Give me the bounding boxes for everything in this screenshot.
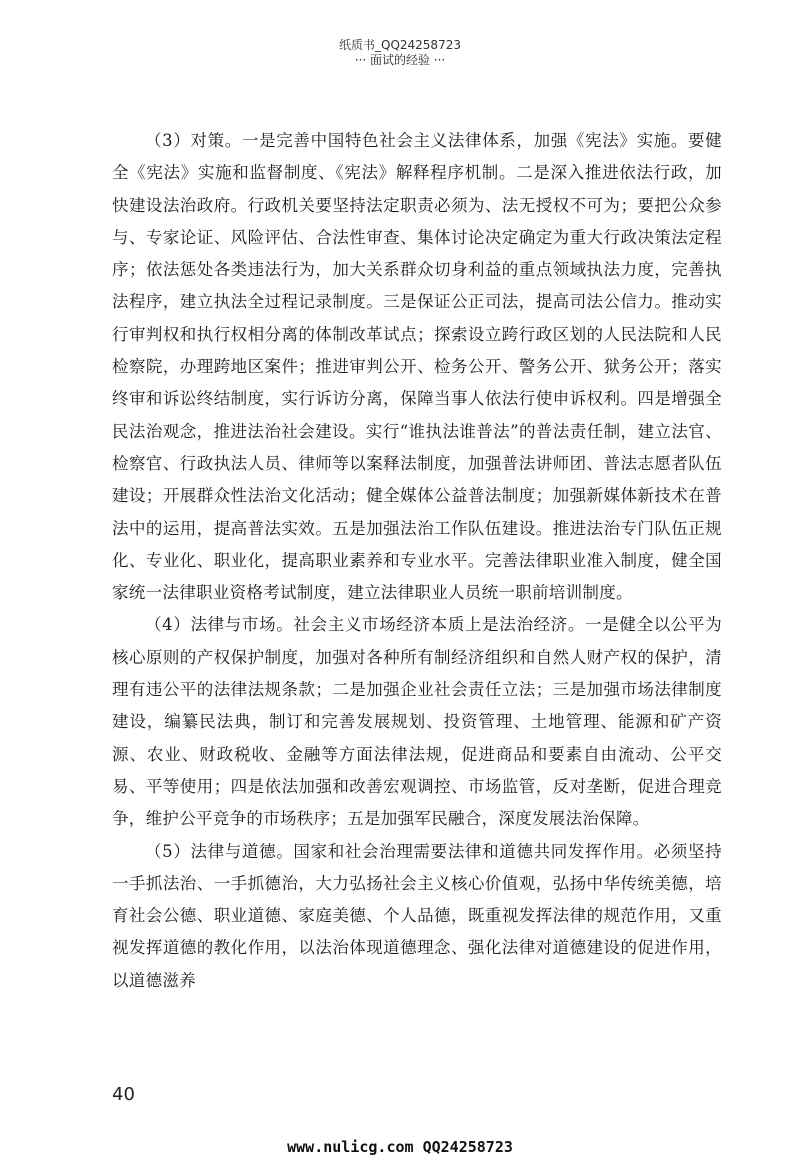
chapter-title: ··· 面试的经验 ···	[354, 53, 446, 67]
page-number: 40	[112, 1084, 135, 1105]
paragraph-law-and-morality: （5）法律与道德。国家和社会治理需要法律和道德共同发挥作用。必须坚持一手抓法治、一手抓德治，大力弘扬社会主义核心价值观，弘扬中华传统美德，培育社会公德、职业道德、家庭美德、个人品德，既重视发挥法律的规范作用，又重视发挥道德的教化作用，以法治体现道德理念、强化法律对道德建设的促进作用，以道德滋养	[112, 841, 722, 990]
paragraph-law-and-market: （4）法律与市场。社会主义市场经济本质上是法治经济。一是健全以公平为核心原则的产权保护制度，加强对各种所有制经济组织和自然人财产权的保护，清理有违公平的法律法规条款；二是加强企业社会责任立法；三是加强市场法律制度建设，编纂民法典，制订和完善发展规划、投资管理、土地管理、能源和矿产资源、农业、财政税收、金融等方面法律法规，促进商品和要素自由流动、公平交易、平等使用；四是依法加强和改善宏观调控、市场监管，反对垄断，促进合理竞争，维护公平竞争的市场秩序；五是加强军民融合，深度发展法治保障。	[112, 615, 722, 829]
footer-watermark: www.nulicg.com QQ24258723	[287, 1138, 513, 1156]
body-text	[112, 125, 722, 997]
header-watermark: 纸质书_QQ24258723	[339, 38, 461, 52]
paragraph-countermeasures: （3）对策。一是完善中国特色社会主义法律体系，加强《宪法》实施。要健全《宪法》实施和监督制度、《宪法》解释程序机制。二是深入推进依法行政，加快建设法治政府。行政机关要坚持法定职责必须为、法无授权不可为；要把公众参与、专家论证、风险评估、合法性审查、集体讨论决定确定为重大行政决策法定程序；依法惩处各类违法行为，加大关系群众切身利益的重点领域执法力度，完善执法程序，建立执法全过程记录制度。三是保证公正司法，提高司法公信力。推动实行审判权和执行权相分离的体制改革试点；探索设立跨行政区划的人民法院和人民检察院，办理跨地区案件；推进审判公开、检务公开、警务公开、狱务公开；落实终审和诉讼终结制度，实行诉访分离，保障当事人依法行使申诉权利。四是增强全民法治观念，推进法治社会建设。实行“谁执法谁普法”的普法责任制，建立法官、检察官、行政执法人员、律师等以案释法制度，加强普法讲师团、普法志愿者队伍建设；开展群众性法治文化活动；健全媒体公益普法制度；加强新媒体新技术在普法中的运用，提高普法实效。五是加强法治工作队伍建设。推进法治专门队伍正规化、专业化、职业化，提高职业素养和专业水平。完善法律职业准入制度，健全国家统一法律职业资格考试制度，建立法律职业人员统一职前培训制度。	[112, 131, 722, 603]
page-header	[0, 38, 800, 67]
